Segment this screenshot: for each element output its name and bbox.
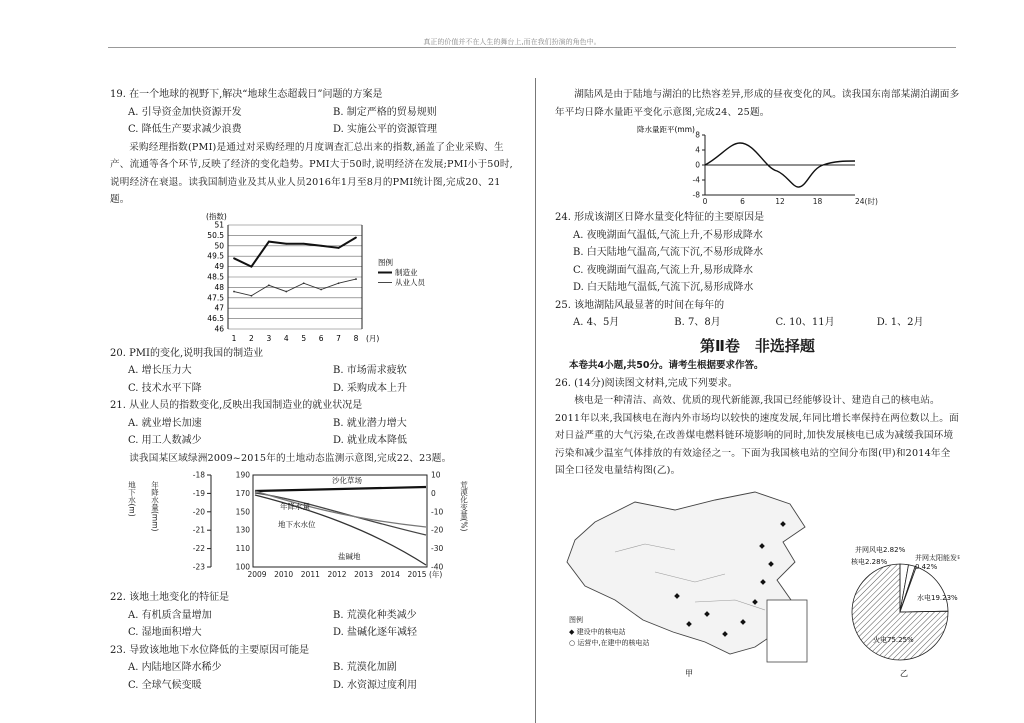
q23-stem: 23. 导致该地地下水位降低的主要原因可能是: [110, 644, 310, 656]
q25-option-b[interactable]: B. 7、8月: [674, 317, 721, 328]
q22-options: [110, 607, 520, 642]
oasis-x-tick: 2009: [247, 570, 267, 579]
pmi-point: [355, 236, 357, 238]
oasis-left-tick: -18: [192, 470, 205, 480]
q25-option-a[interactable]: A. 4、5月: [573, 317, 620, 328]
oasis-right-tick: 10: [431, 470, 441, 480]
pmi-xtick: 8: [353, 333, 359, 343]
pmi-xtick: 5: [301, 333, 307, 343]
pmi-ytick: 50.5: [207, 230, 224, 240]
oasis-x-tick: 2011: [300, 570, 320, 579]
south-sea-inset: [767, 600, 807, 662]
lake-xtick: 24(时): [855, 197, 878, 206]
pmi-chart: [110, 211, 520, 343]
q26-stem: 26. (14分)阅读图文材料,完成下列要求。: [555, 377, 738, 389]
oasis-x-tick: 2015: [407, 570, 427, 579]
oasis-chart-svg: [110, 469, 520, 587]
q25-options: [555, 314, 960, 332]
q23-option-b[interactable]: B. 荒漠化加剧: [333, 662, 397, 673]
oasis-mid-tick: 100: [235, 562, 250, 572]
map-legend-1: ◆ 建设中的核电站: [569, 627, 626, 636]
pmi-xtick: 1: [231, 333, 237, 343]
q19-options: [110, 104, 520, 139]
pmi-point: [303, 242, 305, 244]
q24-option-b[interactable]: B. 白天陆地气温高,气流下沉,不易形成降水: [573, 247, 764, 258]
q20-option-d[interactable]: D. 采购成本上升: [333, 382, 408, 394]
pmi-xtick: 4: [283, 333, 289, 343]
lake-xtick: 12: [775, 197, 785, 206]
lake-ytick: -4: [692, 175, 700, 185]
pmi-point: [320, 288, 322, 290]
pmi-point: [251, 294, 253, 296]
pmi-point: [285, 242, 287, 244]
pmi-ytick: 49.5: [207, 251, 224, 261]
lake-chart: [555, 123, 960, 207]
pie-caption: 乙: [900, 668, 908, 678]
china-map: [567, 492, 807, 678]
q19-option-b[interactable]: B. 制定严格的贸易规则: [333, 106, 437, 118]
pie-label: 并网风电2.82%: [855, 545, 906, 554]
oasis-right-tick: -40: [431, 562, 444, 572]
oasis-left-axis-label: 地下水(m): [127, 481, 137, 517]
oasis-left-tick: -22: [192, 544, 205, 554]
section2-note: 本卷共4小题,共50分。请考生根据要求作答。: [569, 360, 764, 371]
q21-option-a[interactable]: A. 就业增长加速: [128, 417, 202, 429]
pmi-xtick: 6: [318, 333, 324, 343]
figures-svg: [555, 482, 960, 682]
map-caption: 甲: [685, 668, 693, 678]
q20-stem: 20. PMI的变化,说明我国的制造业: [110, 347, 264, 359]
q24-option-d[interactable]: D. 白天陆地气温低,气流下沉,易形成降水: [573, 282, 754, 293]
pmi-ytick: 47.5: [207, 292, 224, 302]
q23-option-a[interactable]: A. 内陆地区降水稀少: [128, 662, 222, 673]
curve-label-precip: 年降水量: [280, 502, 310, 511]
pmi-ytick: 48: [214, 282, 224, 292]
pie-label: 水电19.23%: [917, 593, 958, 602]
q22-stem: 22. 该地土地变化的特征是: [110, 592, 230, 603]
q25-option-d[interactable]: D. 1、2月: [876, 317, 924, 328]
pmi-point: [355, 278, 357, 280]
pmi-chart-svg: [110, 211, 520, 343]
pie-label: 火电75.25%: [873, 635, 914, 644]
oasis-x-tick: 2013: [354, 570, 374, 579]
pmi-legend-label: 制造业: [395, 267, 418, 277]
oasis-intro: 读我国某区域绿洲2009~2015年的土地动态监测示意图,完成22、23题。: [129, 452, 452, 464]
pmi-point: [268, 240, 270, 242]
oasis-mid-tick: 130: [235, 525, 250, 535]
pmi-point: [303, 282, 305, 284]
lake-ytick: -8: [692, 190, 700, 200]
pmi-ytick: 47: [214, 303, 224, 313]
pmi-xlabel: (月): [366, 333, 380, 343]
pmi-series-manufacturing: [234, 237, 356, 266]
pmi-point: [251, 265, 253, 267]
q21-option-b[interactable]: B. 就业潜力增大: [333, 417, 407, 429]
pie-label: 0.42%: [915, 562, 938, 571]
q20-option-c[interactable]: C. 技术水平下降: [128, 382, 202, 394]
q20-option-a[interactable]: A. 增长压力大: [128, 365, 192, 376]
figure-row: [555, 482, 960, 682]
pmi-ytick: 46: [214, 324, 224, 333]
oasis-right-tick: -20: [431, 525, 444, 535]
oasis-x-unit: (年): [429, 570, 443, 579]
q21-option-d[interactable]: D. 就业成本降低: [333, 435, 408, 446]
q24-options: [555, 227, 960, 297]
q23-option-d[interactable]: D. 水资源过度利用: [333, 679, 418, 691]
pmi-intro: 采购经理指数(PMI)是通过对采购经理的月度调查汇总出来的指数,涵盖了企业采购、生产、流通等各个环节,反映了经济的变化趋势。PMI大于50时,说明经济在发展;PMI小于50时,说明经济在衰退。读我国制造业及其从业人员2016年1月至8月的PMI统计图,完成20、21题。: [110, 141, 513, 205]
q22-option-d[interactable]: D. 盐碱化逐年减轻: [333, 627, 418, 638]
pmi-ytick: 49: [214, 261, 224, 271]
oasis-left-tick: -19: [192, 488, 205, 498]
curve-label-groundwater: 地下水水位: [278, 520, 316, 529]
pmi-point: [268, 284, 270, 286]
pmi-point: [285, 290, 287, 292]
column-divider: [535, 78, 536, 723]
q25-option-c[interactable]: C. 10、11月: [775, 317, 835, 328]
oasis-mid-axis-label: 年降水量(mm): [150, 481, 160, 532]
q24-option-a[interactable]: A. 夜晚湖面气温低,气流上升,不易形成降水: [573, 229, 763, 241]
lake-chart-svg: [555, 123, 960, 207]
pmi-point: [233, 290, 235, 292]
pmi-point: [338, 246, 340, 248]
pmi-xtick: 7: [336, 333, 341, 343]
oasis-x-tick: 2012: [327, 570, 347, 579]
oasis-right-tick: 0: [431, 488, 436, 498]
oasis-x-tick: 2014: [380, 570, 400, 579]
lake-ylabel: 降水量距平(mm): [637, 125, 695, 134]
pmi-legend-title: 图例: [378, 257, 393, 267]
q23-option-c[interactable]: C. 全球气候变暖: [128, 679, 202, 691]
section2-title: 第Ⅱ卷 非选择题: [700, 336, 815, 355]
pmi-ytick: 51: [214, 220, 224, 229]
map-legend-title: 图例: [569, 615, 583, 624]
pmi-xtick: 3: [266, 333, 272, 343]
oasis-left-tick: -20: [192, 507, 205, 517]
q19-option-d[interactable]: D. 实施公平的资源管理: [333, 124, 438, 135]
q24-option-c[interactable]: C. 夜晚湖面气温高,气流上升,易形成降水: [573, 264, 754, 276]
q21-options: [110, 415, 520, 450]
q21-option-c[interactable]: C. 用工人数减少: [128, 435, 202, 446]
lake-intro: 湖陆风是由于陆地与湖泊的比热容差异,形成的昼夜变化的风。读我国东南部某湖泊湖面多年平均日降水量距平变化示意图,完成24、25题。: [555, 89, 960, 118]
pmi-ytick: 48.5: [207, 272, 224, 281]
q22-option-c[interactable]: C. 湿地面积增大: [128, 627, 202, 638]
q22-option-b[interactable]: B. 荒漠化种类减少: [333, 609, 417, 621]
oasis-x-tick: 2010: [274, 570, 294, 579]
lake-ytick: 0: [695, 160, 700, 170]
pmi-point: [338, 282, 340, 284]
right-column: [555, 86, 960, 684]
curve-label-sand: 沙化草场: [332, 476, 362, 485]
header-note: 真正的价值并不在人生的舞台上,而在我们扮演的角色中。: [423, 38, 601, 46]
q21-stem: 21. 从业人员的指数变化,反映出我国制造业的就业状况是: [110, 400, 363, 411]
oasis-right-axis-label: 荒漠化变量(%): [459, 481, 469, 532]
left-column: [110, 86, 520, 694]
oasis-mid-tick: 170: [235, 488, 250, 498]
sand-grassland-curve: [255, 487, 426, 491]
oasis-mid-tick: 110: [235, 544, 250, 554]
q19-stem: 19. 在一个地球的视野下,解决“地球生态超载日”问题的方案是: [110, 89, 383, 100]
page-header: [0, 0, 1024, 47]
q23-options: [110, 659, 520, 694]
q22-option-a[interactable]: A. 有机质含量增加: [128, 609, 212, 621]
q25-stem: 25. 该地湖陆风最显著的时间在每年的: [555, 299, 725, 311]
curve-label-saline: 盐碱地: [338, 552, 361, 561]
oasis-mid-tick: 190: [235, 470, 250, 480]
lake-xtick: 6: [740, 197, 745, 206]
pmi-xtick: 2: [249, 333, 254, 343]
pie-label: 核电2.28%: [851, 557, 888, 566]
q26-text: 核电是一种清洁、高效、优质的现代新能源,我国已经能够设计、建造自己的核电站。2011年以来,我国核电在海内外市场均以较快的速度发展,年同比增长率保持在两位数以上。面对日益严重的大气污染,在改善煤电燃料链环境影响的同时,加快发展核电已成为减缓我国环境污染和减少温室气体排放的有效途径之一。下面为我国核电站的空间分布图(甲)和2014年全国全口径发电量结构图(乙)。: [555, 395, 959, 476]
pmi-legend-label: 从业人员: [395, 277, 425, 287]
oasis-chart: [110, 469, 520, 587]
q24-stem: 24. 形成该湖区日降水量变化特征的主要原因是: [555, 212, 765, 223]
pmi-point: [320, 244, 322, 246]
oasis-mid-tick: 150: [235, 507, 250, 517]
oasis-right-tick: -10: [431, 507, 444, 517]
pmi-ylabel: (指数): [206, 211, 227, 221]
oasis-right-tick: -30: [431, 544, 444, 554]
lake-xtick: 0: [702, 197, 708, 206]
pmi-point: [233, 257, 235, 259]
power-pie-chart: [851, 545, 960, 660]
lake-ytick: 8: [695, 130, 700, 140]
q20-option-b[interactable]: B. 市场需求疲软: [333, 365, 407, 376]
oasis-left-tick: -23: [192, 562, 205, 572]
q20-options: [110, 362, 520, 397]
lake-xtick: 18: [812, 197, 823, 206]
oasis-left-tick: -21: [192, 525, 205, 535]
map-legend-2: ○ 运营中,在建中的核电站: [569, 638, 650, 647]
q19-option-a[interactable]: A. 引导资金加快资源开发: [128, 106, 242, 118]
lake-ytick: 4: [695, 145, 700, 155]
pmi-ytick: 46.5: [207, 313, 224, 323]
pmi-ytick: 50: [214, 240, 224, 250]
pie-label: 并网太阳能发电: [915, 553, 960, 562]
header-rule: [108, 47, 956, 48]
q19-option-c[interactable]: C. 降低生产要求减少浪费: [128, 124, 242, 135]
